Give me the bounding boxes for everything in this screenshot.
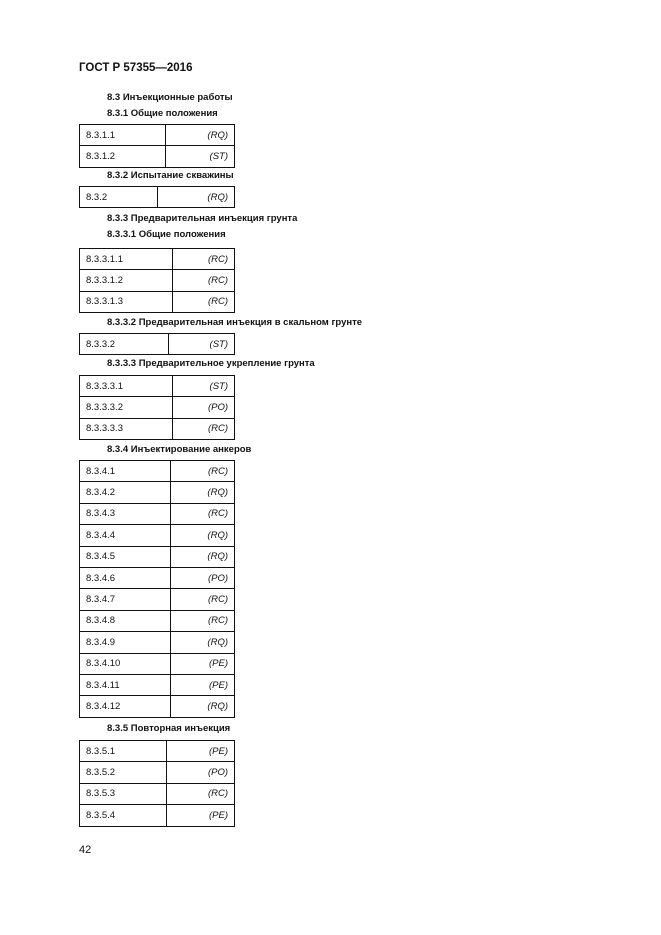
section-heading: 8.3.3.3 Предварительное укрепление грунта — [107, 358, 315, 369]
table-row — [80, 674, 235, 695]
requirement-status: (RC) — [173, 418, 235, 439]
section-heading: 8.3.1 Общие положения — [107, 108, 218, 119]
clause-number: 8.3.4.8 — [80, 610, 171, 631]
clause-number: 8.3.3.3.2 — [80, 397, 173, 418]
requirement-status: (PE) — [166, 741, 234, 762]
table-row — [80, 762, 235, 783]
requirement-status: (RC) — [173, 270, 235, 291]
requirement-status: (ST) — [173, 376, 235, 397]
requirement-status: (RQ) — [170, 525, 234, 546]
requirements-table — [79, 186, 235, 208]
document-header: ГОСТ Р 57355—2016 — [79, 62, 193, 74]
table-row — [80, 546, 235, 567]
requirements-table — [79, 248, 235, 313]
clause-number: 8.3.3.1.1 — [80, 249, 173, 270]
table-row — [80, 418, 235, 439]
requirement-status: (PE) — [170, 653, 234, 674]
requirement-status: (ST) — [166, 146, 235, 167]
requirement-status: (RC) — [173, 291, 235, 312]
clause-number: 8.3.2 — [80, 187, 158, 208]
table-row — [80, 567, 235, 588]
section-heading: 8.3.3.2 Предварительная инъекция в скальном грунте — [107, 317, 363, 328]
requirement-status: (PO) — [170, 567, 234, 588]
table-row — [80, 525, 235, 546]
requirement-status: (RQ) — [170, 482, 234, 503]
clause-number: 8.3.5.4 — [80, 805, 167, 826]
clause-number: 8.3.5.1 — [80, 741, 167, 762]
requirements-table — [79, 333, 235, 355]
requirement-status: (RC) — [170, 610, 234, 631]
clause-number: 8.3.1.1 — [80, 125, 166, 146]
clause-number: 8.3.1.2 — [80, 146, 166, 167]
table-row — [80, 653, 235, 674]
requirement-status: (PO) — [166, 762, 234, 783]
table-row — [80, 696, 235, 717]
table-row — [80, 503, 235, 524]
clause-number: 8.3.4.2 — [80, 482, 171, 503]
clause-number: 8.3.4.10 — [80, 653, 171, 674]
section-heading: 8.3.3.1 Общие положения — [107, 229, 226, 240]
clause-number: 8.3.4.3 — [80, 503, 171, 524]
table-row — [80, 334, 235, 355]
clause-number: 8.3.3.3.1 — [80, 376, 173, 397]
requirements-table — [79, 460, 235, 718]
requirement-status: (RQ) — [170, 546, 234, 567]
requirement-status: (ST) — [168, 334, 234, 355]
clause-number: 8.3.5.2 — [80, 762, 167, 783]
requirements-table — [79, 124, 235, 168]
clause-number: 8.3.4.9 — [80, 632, 171, 653]
table-row — [80, 589, 235, 610]
clause-number: 8.3.4.11 — [80, 674, 171, 695]
clause-number: 8.3.3.1.2 — [80, 270, 173, 291]
table-row — [80, 461, 235, 482]
requirement-status: (RQ) — [166, 125, 235, 146]
clause-number: 8.3.3.2 — [80, 334, 169, 355]
requirement-status: (PO) — [173, 397, 235, 418]
table-row — [80, 125, 235, 146]
table-row — [80, 632, 235, 653]
section-heading: 8.3.5 Повторная инъекция — [107, 723, 231, 734]
table-row — [80, 291, 235, 312]
requirement-status: (RC) — [173, 249, 235, 270]
table-row — [80, 741, 235, 762]
section-heading: 8.3.3 Предварительная инъекция грунта — [107, 213, 298, 224]
requirements-table — [79, 375, 235, 440]
table-row — [80, 249, 235, 270]
clause-number: 8.3.3.1.3 — [80, 291, 173, 312]
requirements-table — [79, 740, 235, 827]
requirement-status: (PE) — [166, 805, 234, 826]
requirement-status: (PE) — [170, 674, 234, 695]
clause-number: 8.3.4.12 — [80, 696, 171, 717]
clause-number: 8.3.5.3 — [80, 783, 167, 804]
table-row — [80, 482, 235, 503]
clause-number: 8.3.3.3.3 — [80, 418, 173, 439]
requirement-status: (RC) — [170, 461, 234, 482]
clause-number: 8.3.4.7 — [80, 589, 171, 610]
table-row — [80, 146, 235, 167]
requirement-status: (RC) — [166, 783, 234, 804]
clause-number: 8.3.4.4 — [80, 525, 171, 546]
requirement-status: (RC) — [170, 589, 234, 610]
table-row — [80, 187, 235, 208]
table-row — [80, 610, 235, 631]
requirement-status: (RC) — [170, 503, 234, 524]
table-row — [80, 270, 235, 291]
section-heading: 8.3.2 Испытание скважины — [107, 170, 234, 181]
clause-number: 8.3.4.6 — [80, 567, 171, 588]
table-row — [80, 805, 235, 826]
clause-number: 8.3.4.1 — [80, 461, 171, 482]
table-row — [80, 376, 235, 397]
section-heading: 8.3.4 Инъектирование анкеров — [107, 444, 252, 455]
page-number: 42 — [79, 844, 92, 856]
requirement-status: (RQ) — [158, 187, 235, 208]
clause-number: 8.3.4.5 — [80, 546, 171, 567]
table-row — [80, 397, 235, 418]
requirement-status: (RQ) — [170, 632, 234, 653]
section-heading: 8.3 Инъекционные работы — [107, 92, 233, 103]
requirement-status: (RQ) — [170, 696, 234, 717]
table-row — [80, 783, 235, 804]
